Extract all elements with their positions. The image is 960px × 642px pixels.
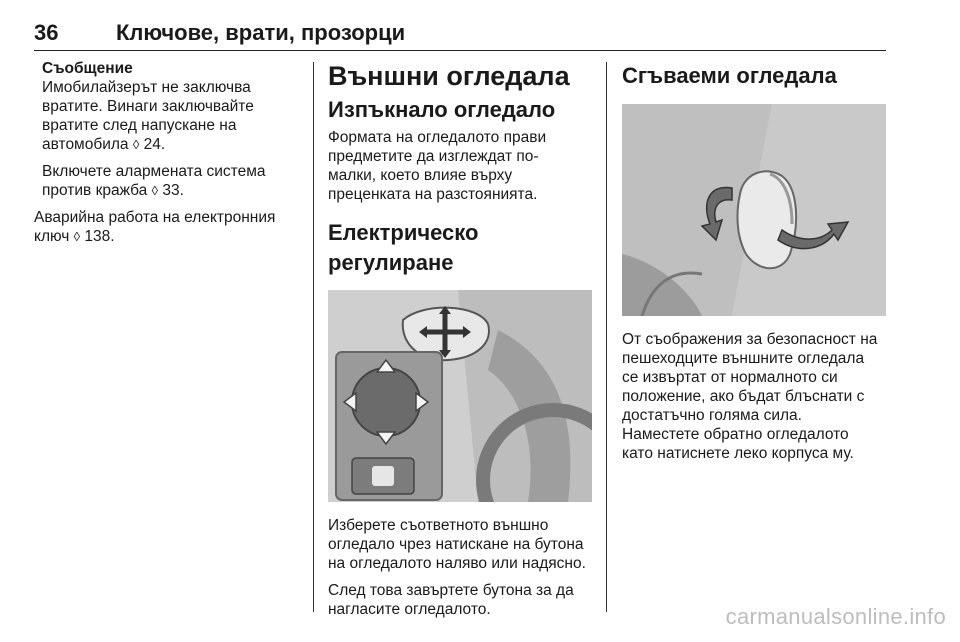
column-3: [622, 60, 888, 471]
text-line: вратите след напускане на: [42, 117, 237, 134]
mirror-switch-drawing: [328, 290, 592, 502]
paragraph: [622, 330, 888, 463]
column-divider: [313, 62, 314, 612]
text-line: на огледалото наляво или надясно.: [328, 555, 586, 572]
text-line: вратите. Винаги заключвайте: [42, 98, 254, 115]
text-line: Наместете обратно огледалото: [622, 426, 849, 443]
page-ref-icon: ◊: [151, 183, 159, 198]
page-header: [34, 8, 886, 51]
text-line: Включете алармената система: [42, 163, 266, 180]
text-line: против кражба: [42, 182, 148, 199]
folding-mirror-drawing: [622, 104, 886, 316]
text-line: преценката на разстоянията.: [328, 186, 538, 203]
text-line: ключ: [34, 228, 70, 245]
section-heading: Външни огледала: [328, 61, 570, 91]
subsection-heading: Изпъкнало огледало: [328, 97, 556, 122]
page-ref-icon: ◊: [132, 137, 140, 152]
page-number: 36: [34, 20, 59, 45]
column-divider: [606, 62, 607, 612]
column-2: [328, 60, 594, 627]
note-title: Съобщение: [42, 60, 133, 77]
column-1: [34, 60, 296, 254]
note-paragraph: [42, 78, 296, 154]
text-line: Формата на огледалото прави: [328, 129, 547, 146]
chapter-title: Ключове, врати, прозорци: [116, 20, 406, 45]
paragraph: [328, 128, 594, 204]
folding-mirror-illustration: [622, 104, 886, 316]
page-ref-link[interactable]: 33.: [162, 182, 184, 199]
text-line: огледало чрез натискане на бутона: [328, 536, 584, 553]
mirror-switch-illustration: [328, 290, 592, 502]
text-line: автомобила: [42, 136, 129, 153]
subsection-heading: Електрическо регулиране: [328, 220, 479, 275]
page-ref-link[interactable]: 24.: [143, 136, 166, 153]
paragraph: [34, 208, 296, 246]
watermark: carmanualsonline.info: [725, 604, 946, 629]
text-line: предметите да изглеждат по-: [328, 148, 539, 165]
text-line: положение, ако бъдат блъснати с: [622, 388, 865, 405]
text-line: Аварийна работа на електронния: [34, 209, 276, 226]
text-line: След това завъртете бутона за да: [328, 582, 574, 599]
text-line: От съображения за безопасност на: [622, 331, 878, 348]
text-line: като натиснете леко корпуса му.: [622, 445, 854, 462]
text-line: Изберете съответното външно: [328, 517, 549, 534]
text-line: достатъчно голяма сила.: [622, 407, 802, 424]
text-line: малки, което влияе върху: [328, 167, 513, 184]
figure-caption: [328, 516, 594, 573]
note-paragraph: [42, 162, 296, 200]
note-box: [34, 60, 296, 200]
text-line: се извъртат от нормалното си: [622, 369, 838, 386]
figure-caption: [328, 581, 594, 619]
page-ref-link[interactable]: 138.: [84, 228, 115, 245]
text-line: пешеходците външните огледала: [622, 350, 865, 367]
page-ref-icon: ◊: [73, 229, 81, 244]
text-line: нагласите огледалото.: [328, 601, 491, 618]
section-heading: Сгъваеми огледала: [622, 63, 837, 88]
text-line: Имобилайзерът не заключва: [42, 79, 251, 96]
